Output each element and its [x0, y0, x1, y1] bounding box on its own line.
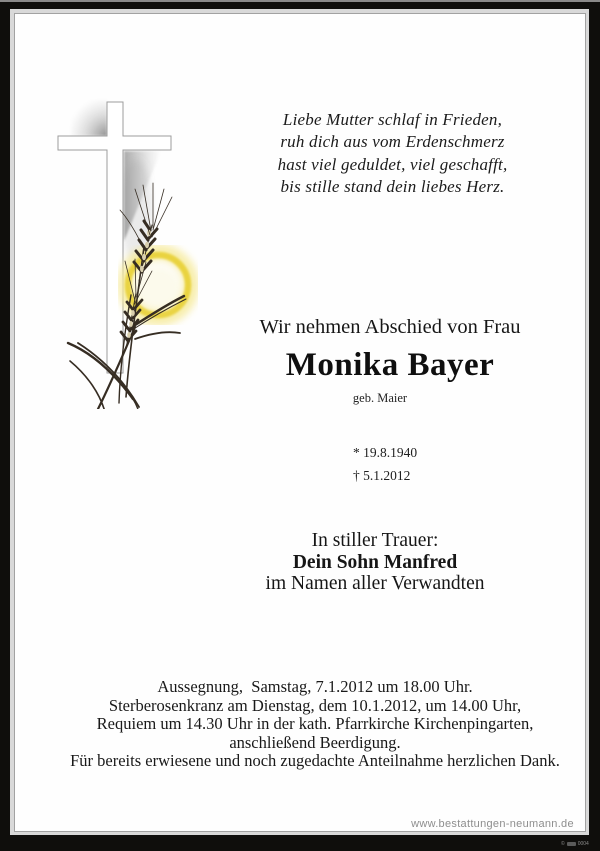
mourning-block — [225, 530, 525, 595]
memorial-artwork — [40, 89, 235, 409]
death-date: † 5.1.2012 — [353, 467, 411, 483]
poem-line: hast viel geduldet, viel geschafft, — [277, 154, 508, 174]
card-paper — [14, 13, 589, 847]
cross-icon — [58, 102, 171, 373]
print-imprint — [561, 841, 589, 847]
mourner-name: Dein Sohn Manfred — [292, 551, 458, 573]
frame-edge-highlight — [0, 0, 600, 2]
service-line: Aussegnung, Samstag, 7.1.2012 um 18.00 Uhr. — [157, 677, 473, 696]
condolence-poem — [240, 109, 545, 198]
imprint-code: 0004 — [577, 841, 589, 847]
copyright-symbol: © — [561, 841, 565, 847]
service-details — [55, 678, 575, 771]
service-line: Für bereits erwiesene und noch zugedachte Anteilnahme herzlichen Dank. — [70, 751, 560, 771]
service-line: anschließend Beerdigung. — [229, 732, 401, 752]
printer-logo-mark — [567, 842, 576, 846]
funeral-home-website: www.bestattungen-neumann.de — [411, 818, 574, 830]
abschied-intro: Wir nehmen Abschied von Frau — [259, 316, 521, 338]
mourning-heading: In stiller Trauer: — [311, 530, 439, 551]
service-line: Sterberosenkranz am Dienstag, dem 10.1.2012, um 14.00 Uhr, — [108, 695, 522, 715]
deceased-name: Monika Bayer — [285, 347, 495, 383]
poem-line: bis stille stand dein liebes Herz. — [280, 176, 505, 196]
poem-line: ruh dich aus vom Erdenschmerz — [280, 132, 505, 152]
maiden-name: geb. Maier — [352, 391, 408, 405]
life-dates — [353, 442, 417, 487]
poem-line: Liebe Mutter schlaf in Frieden, — [282, 110, 503, 129]
mourning-note: im Namen aller Verwandten — [265, 573, 485, 594]
service-line: Requiem um 14.30 Uhr in der kath. Pfarrkirche Kirchenpingarten, — [96, 714, 534, 734]
birth-date: * 19.8.1940 — [353, 445, 418, 460]
